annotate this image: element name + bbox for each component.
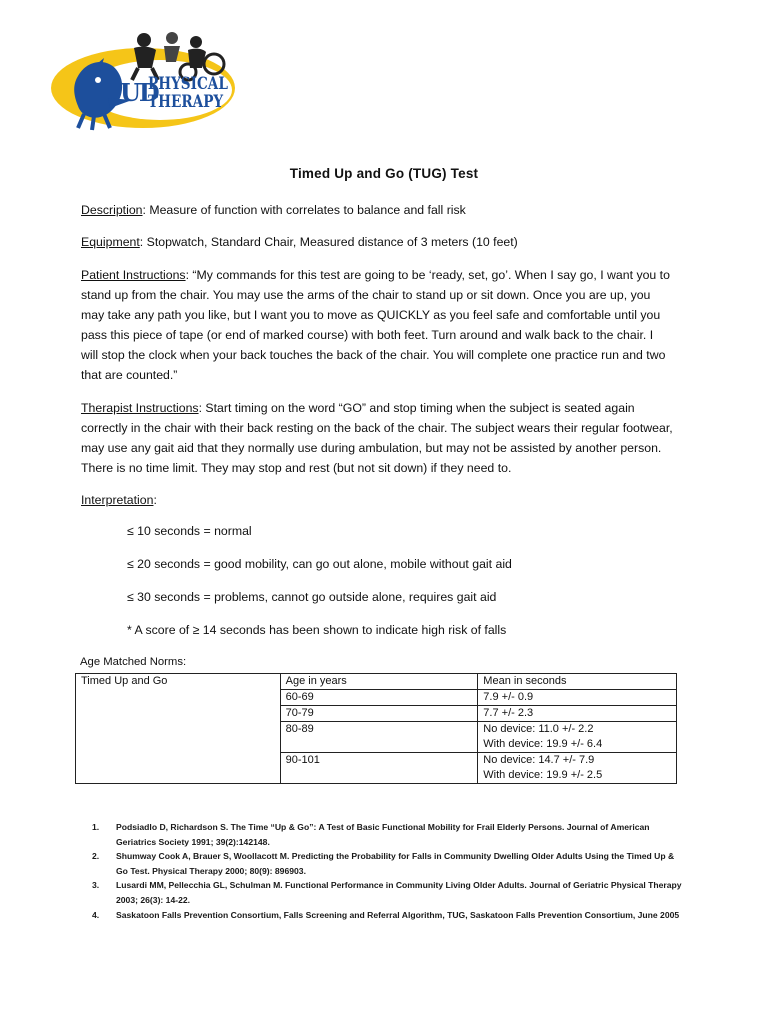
reference-number: 2.: [92, 851, 100, 862]
norms-mean-cell: [478, 753, 677, 784]
patient-instructions-text: : “My commands for this test are going to be ‘ready, set, go’. When I say go, I want you to stand up from the chair. You may use the arms of the chair to stand up or sit down. Once you are up, you may take any path you like, but I want you to move as QUICKLY as you feel safe and comfortable until you pass this piece of tape (or end of marked course) with both feet. Turn around and walk back to the chair. I will stop the clock when your back touches the back of the chair. You will complete one practice run and two that are counted.”: [81, 268, 670, 382]
norms-mean-cell: 7.7 +/- 2.3: [478, 706, 677, 722]
interpretation-item: ≤ 30 seconds = problems, cannot go outside alone, requires gait aid: [127, 590, 497, 604]
interpretation-label: Interpretation: [81, 493, 154, 507]
norms-header-age: Age in years: [280, 674, 478, 690]
therapist-instructions-section: [81, 398, 673, 478]
logo-line2: THERAPY: [148, 92, 224, 112]
reference-item: [92, 849, 682, 878]
norms-header-mean: Mean in seconds: [478, 674, 677, 690]
logo-mark: UD: [120, 78, 158, 107]
document-title: Timed Up and Go (TUG) Test: [289, 166, 479, 181]
interpretation-colon: :: [153, 493, 157, 507]
norms-age-cell: 90-101: [280, 753, 478, 784]
norms-mean-cell: 7.9 +/- 0.9: [478, 690, 677, 706]
table-row: [76, 674, 677, 690]
logo-line1: PHYSICAL: [148, 74, 228, 94]
reference-text: Shumway Cook A, Brauer S, Woollacott M. Predicting the Probability for Falls in Community Dwelling Older Adults Using the Timed Up & Go Test. Physical Therapy 2000; 80(9): 896903.: [116, 851, 675, 876]
references-list: [92, 820, 682, 922]
ud-physical-therapy-logo: [48, 28, 248, 138]
reference-number: 3.: [92, 880, 100, 891]
interpretation-heading: [81, 490, 681, 510]
norms-age-cell: 80-89: [280, 722, 478, 753]
interpretation-note: * A score of ≥ 14 seconds has been shown to indicate high risk of falls: [127, 623, 507, 637]
interpretation-item: ≤ 20 seconds = good mobility, can go out alone, mobile without gait aid: [127, 557, 512, 571]
therapist-instructions-text: : Start timing on the word “GO” and stop timing when the subject is seated again correctly in the chair with their back resting on the back of the chair. The subject wears their regular footwear, may use any gait aid that they normally use during ambulation, but may not be assisted by another person. There is no time limit. They may stop and rest (but not sit down) if they need to.: [81, 401, 673, 475]
norms-age-cell: 60-69: [280, 690, 478, 706]
equipment-text: : Stopwatch, Standard Chair, Measured distance of 3 meters (10 feet): [139, 235, 518, 249]
reference-number: 1.: [92, 822, 100, 832]
reference-item: [92, 820, 682, 849]
norms-label: Age Matched Norms:: [80, 656, 187, 668]
description-section: [81, 200, 681, 220]
equipment-section: [81, 232, 681, 252]
patient-instructions-label: Patient Instructions: [81, 268, 186, 282]
description-label: Description: [81, 203, 143, 217]
reference-item: [92, 908, 682, 923]
norms-header-test: Timed Up and Go: [76, 674, 281, 784]
patient-instructions-section: [81, 265, 673, 385]
norms-mean-line: No device: 11.0 +/- 2.2: [483, 723, 594, 735]
norms-mean-line: With device: 19.9 +/- 2.5: [483, 769, 603, 781]
norms-mean-cell: [478, 722, 677, 753]
reference-text: Saskatoon Falls Prevention Consortium, Falls Screening and Referral Algorithm, TUG, Saskatoon Falls Prevention Consortium, June 2005: [116, 909, 680, 920]
reference-item: [92, 878, 682, 907]
reference-text: Podsiadlo D, Richardson S. The Time “Up & Go”: A Test of Basic Functional Mobility for Frail Elderly Persons. Journal of American Geriatrics Society 1991; 39(2):142148.: [116, 822, 650, 847]
reference-number: 4.: [92, 909, 100, 920]
therapist-instructions-label: Therapist Instructions: [81, 401, 199, 415]
description-text: : Measure of function with correlates to balance and fall risk: [142, 203, 466, 217]
norms-mean-line: No device: 14.7 +/- 7.9: [483, 754, 595, 766]
norms-age-cell: 70-79: [280, 706, 478, 722]
interpretation-item: ≤ 10 seconds = normal: [127, 524, 252, 538]
reference-text: Lusardi MM, Pellecchia GL, Schulman M. Functional Performance in Community Living Older Adults. Journal of Geriatric Physical Therapy 2003; 26(3): 14-22.: [116, 880, 682, 905]
norms-mean-line: With device: 19.9 +/- 6.4: [483, 738, 603, 750]
norms-table: [75, 673, 677, 784]
equipment-label: Equipment: [81, 235, 140, 249]
